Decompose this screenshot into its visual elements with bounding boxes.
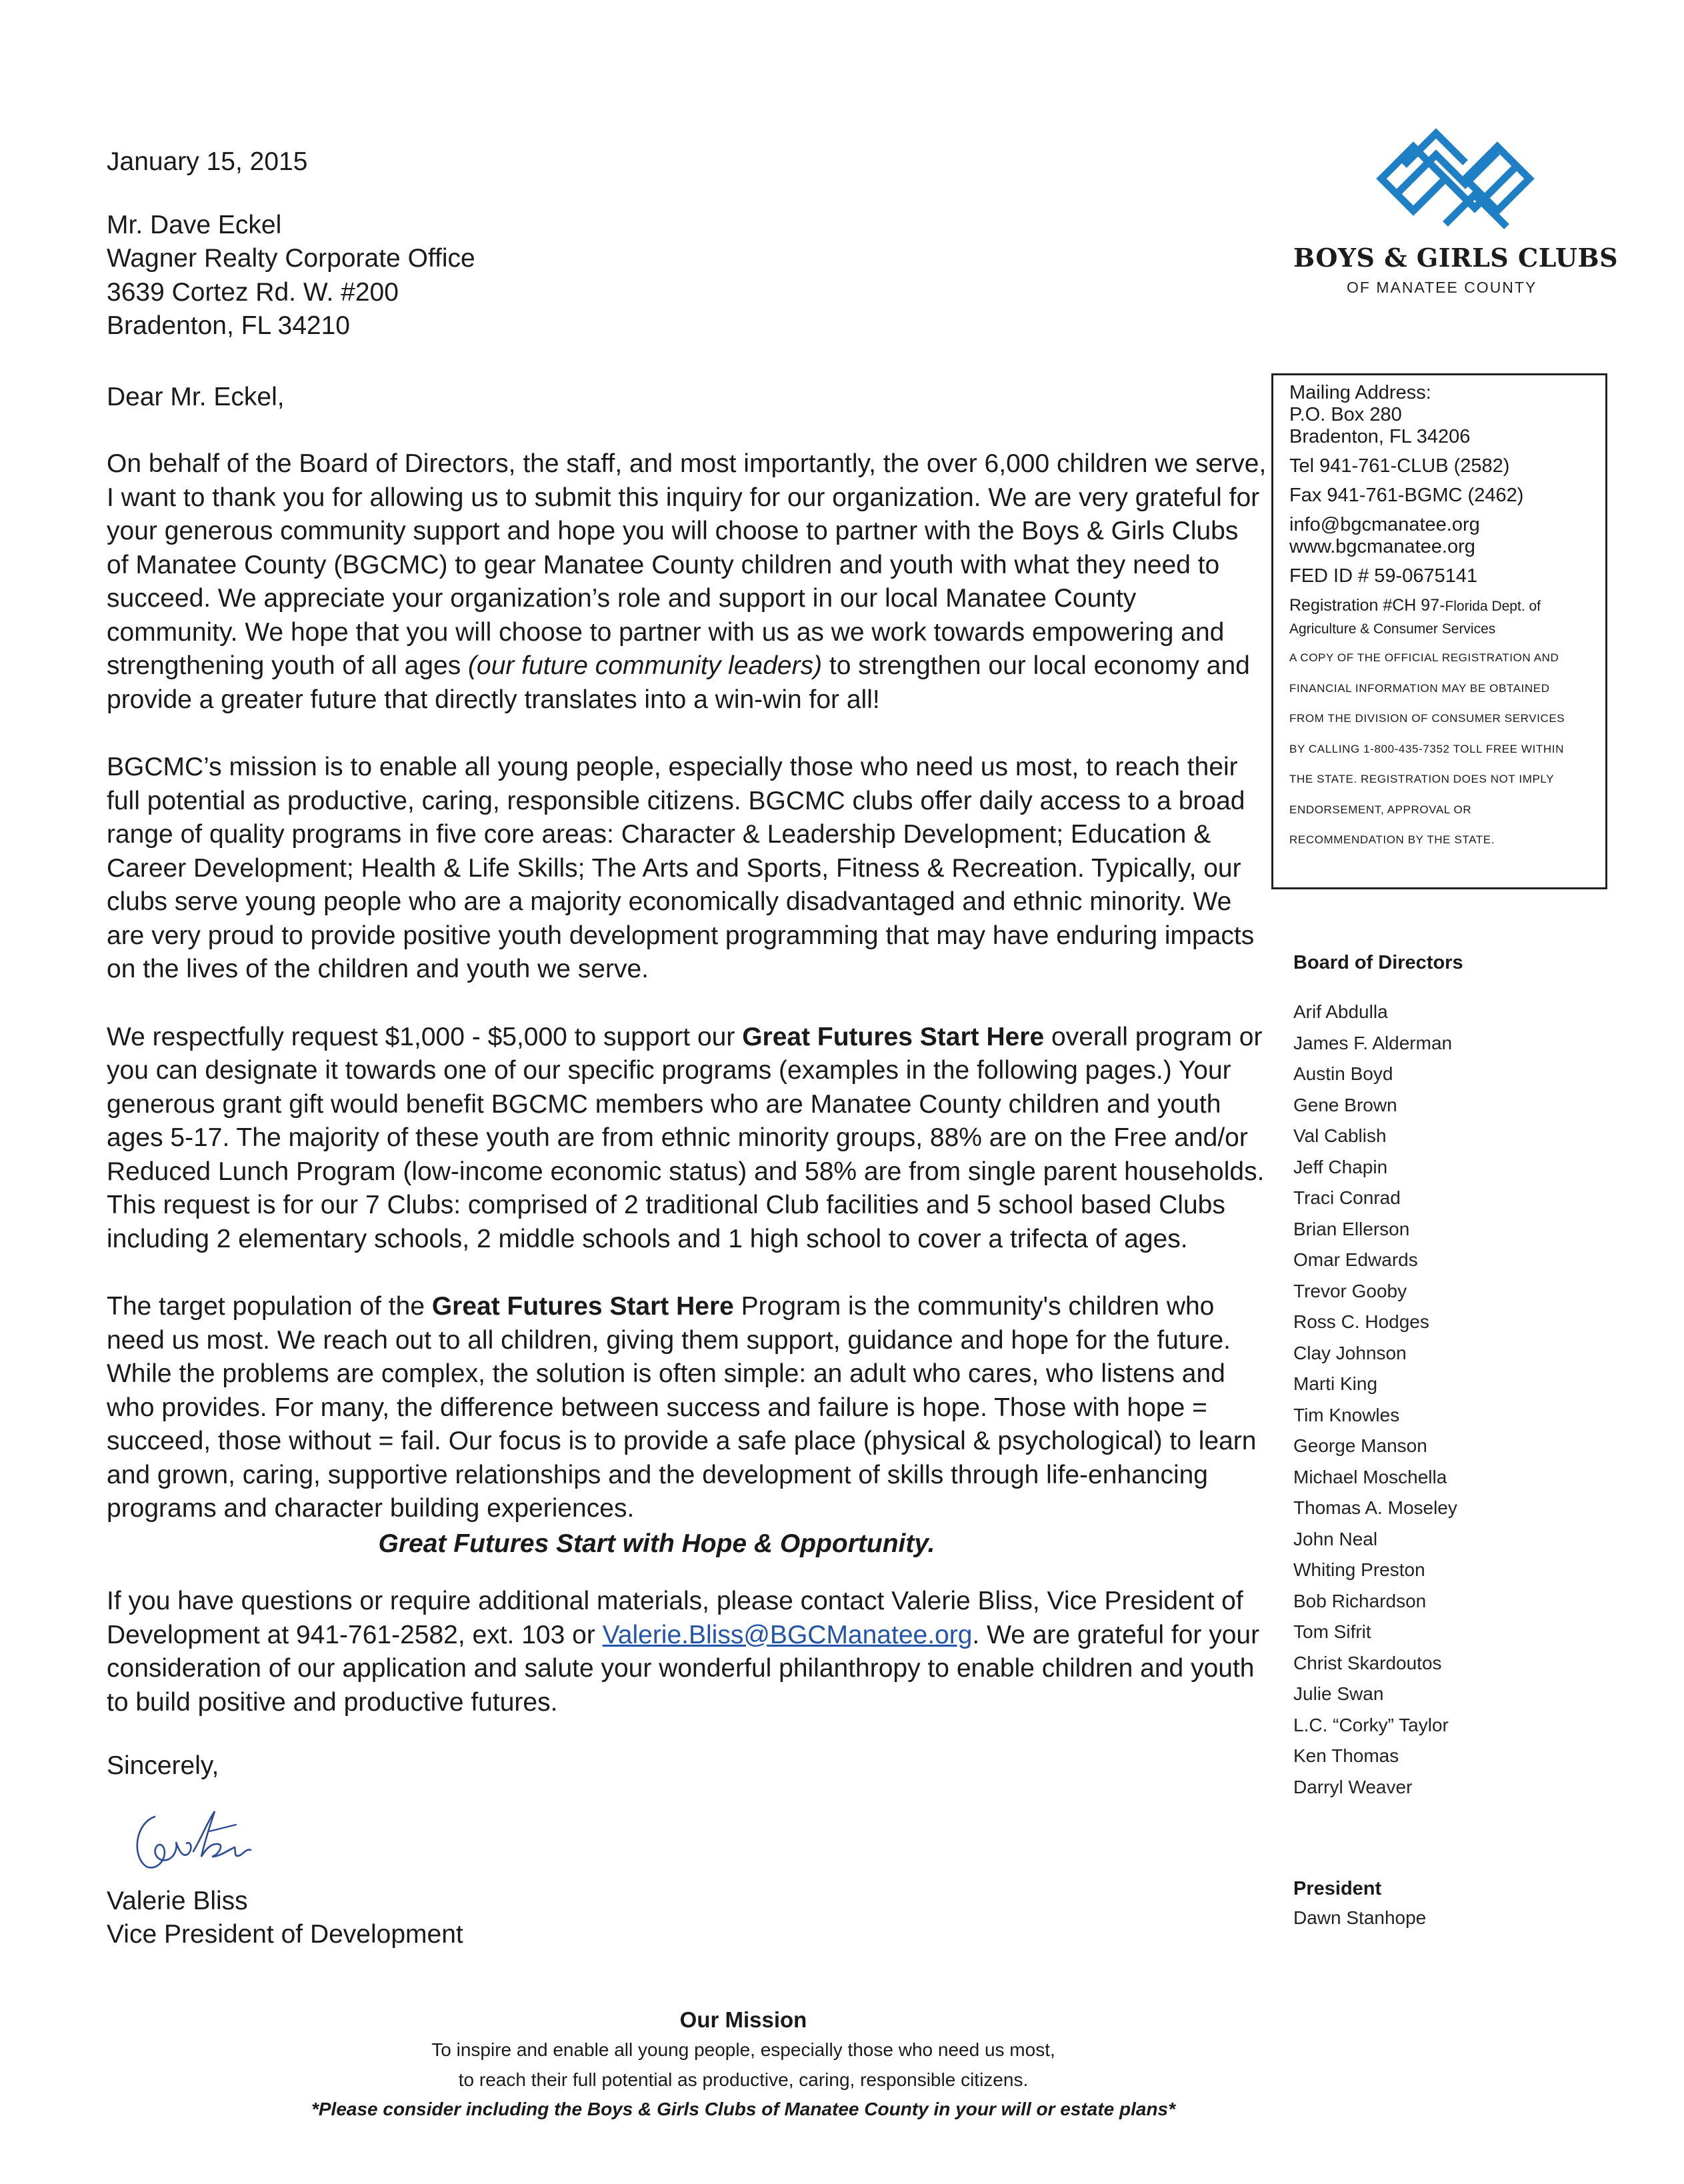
tagline: Great Futures Start with Hope & Opportunity. — [378, 1529, 935, 1558]
board-member: James F. Alderman — [1293, 1032, 1453, 1053]
board-member: Julie Swan — [1293, 1683, 1384, 1704]
registration-agency-2: Agriculture & Consumer Services — [1289, 621, 1496, 637]
signer-name: Valerie Bliss — [107, 1886, 248, 1915]
signer-title: Vice President of Development — [107, 1920, 463, 1949]
paragraph-intro-italic: (our future community leaders) — [468, 651, 823, 680]
paragraph-target-text-end: Program is the community's children who need us most. We reach out to all children, giving them support, guidance and hope for the future. While the problems are complex, the solution is often simple: an adult who cares, who listens and who provides. For many, the difference between success and failure is hope. Those with hope = succeed, those without = fail. Our focus is to provide a safe place (physical & psychological) to learn and grown, caring, supportive relationships and the development of skills through life-enhancing programs and character building experiences. — [107, 1292, 1257, 1523]
board-member: Traci Conrad — [1293, 1187, 1401, 1208]
board-member: Arif Abdulla — [1293, 1001, 1388, 1022]
website: www.bgcmanatee.org — [1289, 536, 1475, 557]
logo-subtitle: OF MANATEE COUNTY — [1347, 279, 1537, 296]
president-heading: President — [1293, 1878, 1382, 1899]
paragraph-request-text: We respectfully request $1,000 - $5,000 to support our — [107, 1022, 743, 1051]
signature-image — [129, 1801, 256, 1881]
registration-disclaimer: A COPY OF THE OFFICIAL REGISTRATION AND FINANCIAL INFORMATION MAY BE OBTAINED FROM THE DIVISION OF CONSUMER SERVICES BY CALLING 1-800-435-7352 TOLL FREE WITHIN THE STATE. REGISTRATION DOES NOT IMPLY ENDORSEMENT, APPROVAL OR RECOMMENDATION BY THE STATE. — [1289, 651, 1565, 846]
paragraph-intro-text-end: to strengthen our local economy and provide a greater future that directly translates into a win-win for all! — [107, 651, 1250, 714]
board-member: Jeff Chapin — [1293, 1156, 1388, 1177]
bgc-logo-icon — [1372, 125, 1539, 239]
registration — [1289, 595, 1605, 617]
board-member: Whiting Preston — [1293, 1559, 1425, 1580]
board-member: Val Cablish — [1293, 1125, 1387, 1146]
salutation: Dear Mr. Eckel, — [107, 382, 285, 411]
registration-agency: Florida Dept. of — [1445, 599, 1541, 614]
recipient-street: 3639 Cortez Rd. W. #200 — [107, 277, 399, 307]
board-member-list — [1293, 997, 1613, 1803]
recipient-name: Mr. Dave Eckel — [107, 210, 282, 239]
board-member: Marti King — [1293, 1373, 1378, 1394]
mission-footer — [0, 2005, 1487, 2124]
president-section — [1293, 1875, 1426, 1933]
board-member: Trevor Gooby — [1293, 1280, 1407, 1301]
board-member: Christ Skardoutos — [1293, 1652, 1442, 1673]
paragraph-contact-text-end: . We are grateful for your consideration of our application and salute your wonderful philanthropy to enable children and youth to build positive and productive futures. — [107, 1620, 1260, 1717]
board-member: Michael Moschella — [1293, 1466, 1447, 1487]
board-member: Ken Thomas — [1293, 1745, 1399, 1766]
letter-body — [107, 145, 1267, 1952]
board-member: John Neal — [1293, 1528, 1378, 1549]
estate-plans-plea: *Please consider including the Boys & Girls Clubs of Manatee County in your will or estate plans* — [311, 2099, 1176, 2119]
board-member: Omar Edwards — [1293, 1249, 1418, 1270]
po-box: P.O. Box 280 — [1289, 404, 1402, 425]
program-name-bold-2: Great Futures Start Here — [431, 1292, 734, 1321]
board-member: Ross C. Hodges — [1293, 1311, 1429, 1332]
board-heading: Board of Directors — [1293, 952, 1463, 973]
board-member: L.C. “Corky” Taylor — [1293, 1714, 1449, 1735]
board-member: Austin Boyd — [1293, 1063, 1393, 1084]
registration-agency-line — [1289, 617, 1605, 640]
paragraph-target-text: The target population of the — [107, 1292, 432, 1321]
paragraph-intro — [107, 447, 1267, 717]
president-name: Dawn Stanhope — [1293, 1907, 1427, 1928]
board-member: Gene Brown — [1293, 1094, 1397, 1115]
letter-date: January 15, 2015 — [107, 147, 308, 176]
mission-heading: Our Mission — [679, 2007, 807, 2032]
paragraph-request — [107, 1021, 1267, 1257]
closing: Sincerely, — [107, 1751, 219, 1780]
fed-id: FED ID # 59-0675141 — [1289, 565, 1478, 587]
paragraph-request-text-end: overall program or you can designate it towards one of our specific programs (examples in the following pages.) Your generous grant gift would benefit BGCMC members who are Manatee County children and youth ages 5-17. The majority of these youth are from ethnic minority groups, 88% are on the Free and/or Reduced Lunch Program (low-income economic status) and 58% are from single parent households. This request is for our 7 Clubs: comprised of 2 traditional Club facilities and 5 school based Clubs including 2 elementary schools, 2 middle schools and 1 high school to cover a trifecta of ages. — [107, 1022, 1265, 1253]
paragraph-contact-text: If you have questions or require additional materials, please contact Valerie Bliss, Vice President of Development at 941-761-2582, ext. 103 or — [107, 1587, 1243, 1649]
recipient-address — [107, 209, 1267, 343]
board-member: Tim Knowles — [1293, 1404, 1400, 1425]
board-member: Bob Richardson — [1293, 1590, 1427, 1611]
board-member: Clay Johnson — [1293, 1342, 1407, 1363]
mission-line-1: To inspire and enable all young people, especially those who need us most, — [431, 2039, 1055, 2060]
recipient-city: Bradenton, FL 34210 — [107, 311, 350, 340]
paragraph-intro-text: On behalf of the Board of Directors, the staff, and most importantly, the over 6,000 children we serve, I want to thank you for allowing us to submit this inquiry for our organization. We are very grateful for your generous community support and hope you will choose to partner with the Boys & Girls Clubs of Manatee County (BGCMC) to gear Manatee County children and youth with what they need to succeed. We appreciate your organization’s role and support in our local Manatee County community. We hope that you will choose to partner with us as we work towards empowering and strengthening youth of all ages — [107, 449, 1267, 680]
board-member: Tom Sifrit — [1293, 1621, 1371, 1642]
bgc-logo — [1293, 125, 1619, 296]
paragraph-mission: BGCMC’s mission is to enable all young people, especially those who need us most, to reach their full potential as productive, caring, responsible citizens. BGCMC clubs offer daily access to a broad range of quality programs in five core areas: Character & Leadership Development; Education & Career Development; Health & Life Skills; The Arts and Sports, Fitness & Recreation. Typically, our clubs serve young people who are a majority economically disadvantaged and ethnic minority. We are very proud to provide positive youth development programming that may have enduring impacts on the lives of the children and youth we serve. — [107, 753, 1255, 983]
contact-info-box — [1271, 373, 1607, 889]
registration-number: Registration #CH 97- — [1289, 596, 1445, 615]
paragraph-target-population — [107, 1290, 1267, 1526]
recipient-company: Wagner Realty Corporate Office — [107, 244, 475, 273]
fax: Fax 941-761-BGMC (2462) — [1289, 485, 1524, 506]
logo-wordmark: BOYS & GIRLS CLUBS — [1293, 243, 1619, 273]
telephone: Tel 941-761-CLUB (2582) — [1289, 455, 1510, 477]
board-member: George Manson — [1293, 1435, 1427, 1456]
contact-email: info@bgcmanatee.org — [1289, 514, 1480, 535]
mailing-city: Bradenton, FL 34206 — [1289, 426, 1471, 447]
board-member: Brian Ellerson — [1293, 1218, 1410, 1239]
contact-email-link[interactable]: Valerie.Bliss@BGCManatee.org — [602, 1620, 973, 1649]
program-name-bold: Great Futures Start Here — [742, 1022, 1045, 1051]
paragraph-contact — [107, 1585, 1267, 1719]
board-member: Darryl Weaver — [1293, 1776, 1413, 1797]
board-of-directors — [1293, 952, 1613, 1803]
mission-line-2: to reach their full potential as productive, caring, responsible citizens. — [458, 2069, 1029, 2090]
board-member: Thomas A. Moseley — [1293, 1497, 1457, 1518]
mailing-label: Mailing Address: — [1289, 382, 1431, 403]
